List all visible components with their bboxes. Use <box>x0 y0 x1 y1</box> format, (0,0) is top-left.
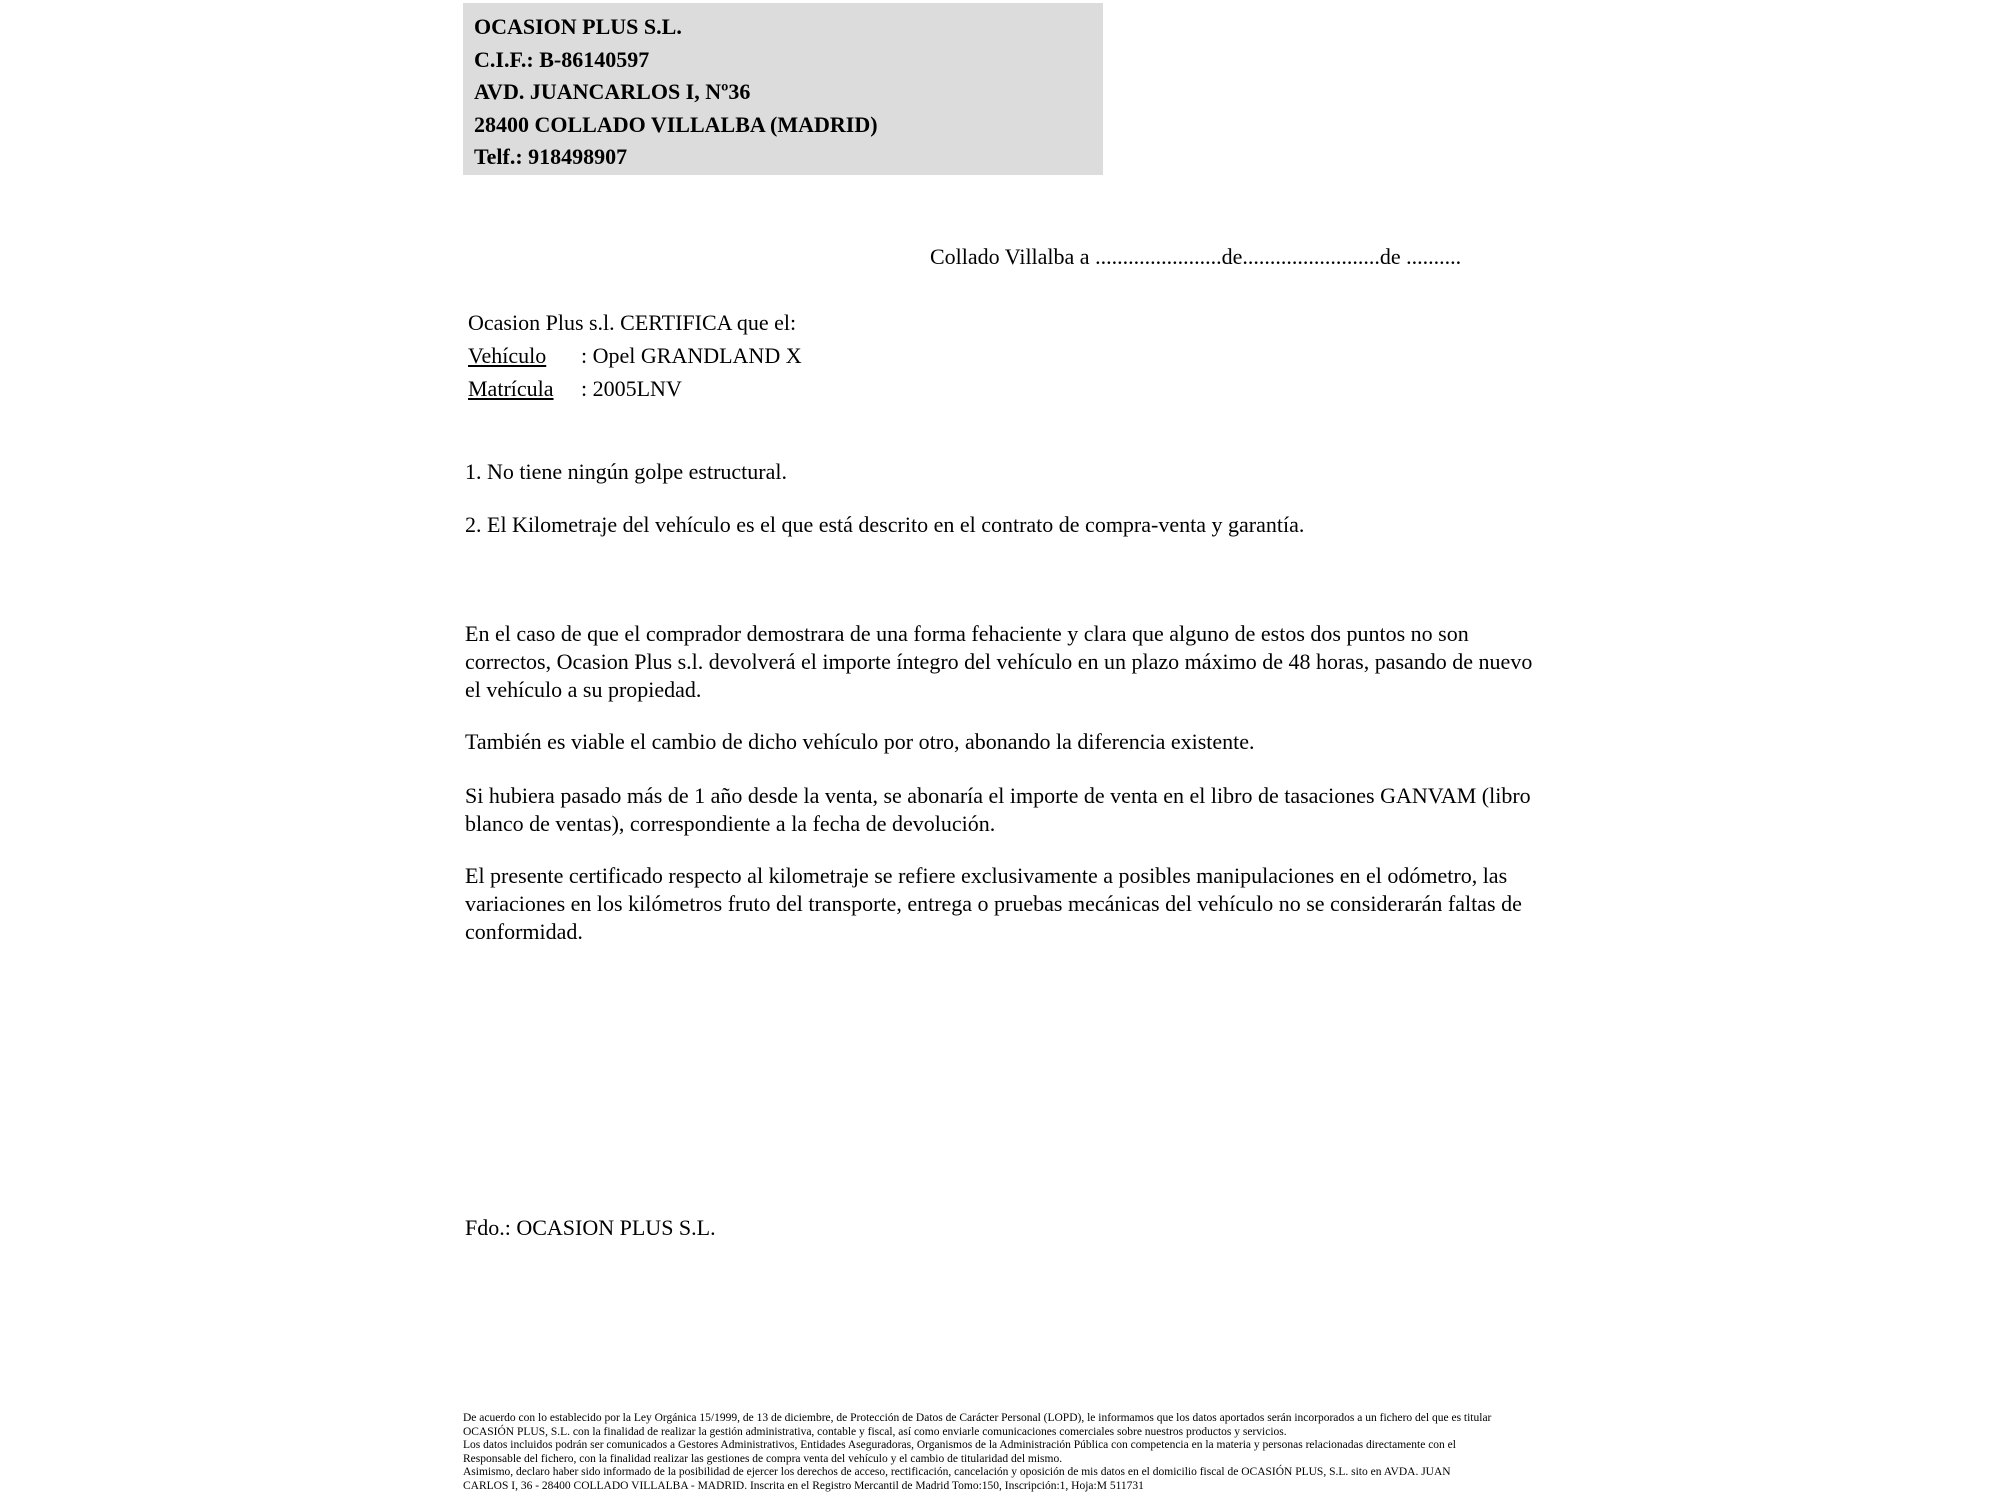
company-name: OCASION PLUS S.L. <box>474 14 682 39</box>
company-phone: Telf.: 918498907 <box>474 144 628 169</box>
certify-intro: Ocasion Plus s.l. CERTIFICA que el: <box>468 310 797 335</box>
certify-block <box>468 306 802 405</box>
vehicle-value: : Opel GRANDLAND X <box>581 343 802 368</box>
certified-point-1: 1. No tiene ningún golpe estructural. <box>465 459 787 484</box>
company-city: 28400 COLLADO VILLALBA (MADRID) <box>474 111 878 137</box>
legal-line: Asimismo, declaro haber sido informado de la posibilidad de ejercer los derechos de acceso, rectificación, cancelación y oposición de mis datos en el domicilio fiscal de OCASIÓN PLUS, S.L. sito en AVDA. JUAN <box>463 1466 1451 1479</box>
paragraph-odometer: El presente certificado respecto al kilometraje se refiere exclusivamente a posibles manipulaciones en el odómetro, las variaciones en los kilómetros fruto del transporte, entrega o pruebas mecánicas del vehículo no se considerarán faltas de conformidad. <box>465 863 1522 944</box>
legal-line: Responsable del fichero, con la finalidad realizar las gestiones de compra venta del vehículo y el cambio de titularidad del mismo. <box>463 1452 1063 1465</box>
legal-line: De acuerdo con lo establecido por la Ley Orgánica 15/1999, de 13 de diciembre, de Protección de Datos de Carácter Personal (LOPD), le informamos que los datos aportados serán incorporados a un fichero del que es titular <box>463 1412 1492 1424</box>
legal-line: OCASIÓN PLUS, S.L. con la finalidad de realizar la gestión administrativa, contable y fiscal, así como enviarle comunicaciones comerciales sobre nuestros productos y servicios. <box>463 1425 1287 1438</box>
legal-footer <box>463 1412 1563 1494</box>
vehicle-label: Vehículo <box>468 343 547 368</box>
company-address: AVD. JUANCARLOS I, Nº36 <box>474 79 751 104</box>
certified-point-2: 2. El Kilometraje del vehículo es el que está descrito en el contrato de compra-venta y garantía. <box>465 512 1305 537</box>
company-header <box>463 3 1103 175</box>
legal-line: Los datos incluidos podrán ser comunicados a Gestores Administrativos, Entidades Aseguradoras, Organismos de la Administración Pública con competencia en la materia y personas relacionadas directamente con el <box>463 1439 1456 1452</box>
paragraph-ganvam: Si hubiera pasado más de 1 año desde la venta, se abonaría el importe de venta en el libro de tasaciones GANVAM (libro blanco de ventas), correspondiente a la fecha de devolución. <box>465 783 1531 836</box>
plate-label: Matrícula <box>468 376 554 401</box>
paragraph-exchange: También es viable el cambio de dicho vehículo por otro, abonando la diferencia existente. <box>465 729 1255 754</box>
vehicle-row <box>468 339 802 372</box>
signature-line: Fdo.: OCASION PLUS S.L. <box>465 1215 716 1240</box>
plate-row <box>468 372 802 405</box>
date-line: Collado Villalba a .......................de.........................de .......... <box>930 244 1462 269</box>
plate-value: : 2005LNV <box>581 376 682 401</box>
paragraph-refund: En el caso de que el comprador demostrara de una forma fehaciente y clara que alguno de estos dos puntos no son correctos, Ocasion Plus s.l. devolverá el importe íntegro del vehículo en un plazo máximo de 48 horas, pasando de nuevo el vehículo a su propiedad. <box>465 621 1533 702</box>
company-cif: C.I.F.: B-86140597 <box>474 46 650 72</box>
legal-line: CARLOS I, 36 - 28400 COLLADO VILLALBA - MADRID. Inscrita en el Registro Mercantil de Madrid Tomo:150, Inscripción:1, Hoja:M 511731 <box>463 1479 1144 1492</box>
